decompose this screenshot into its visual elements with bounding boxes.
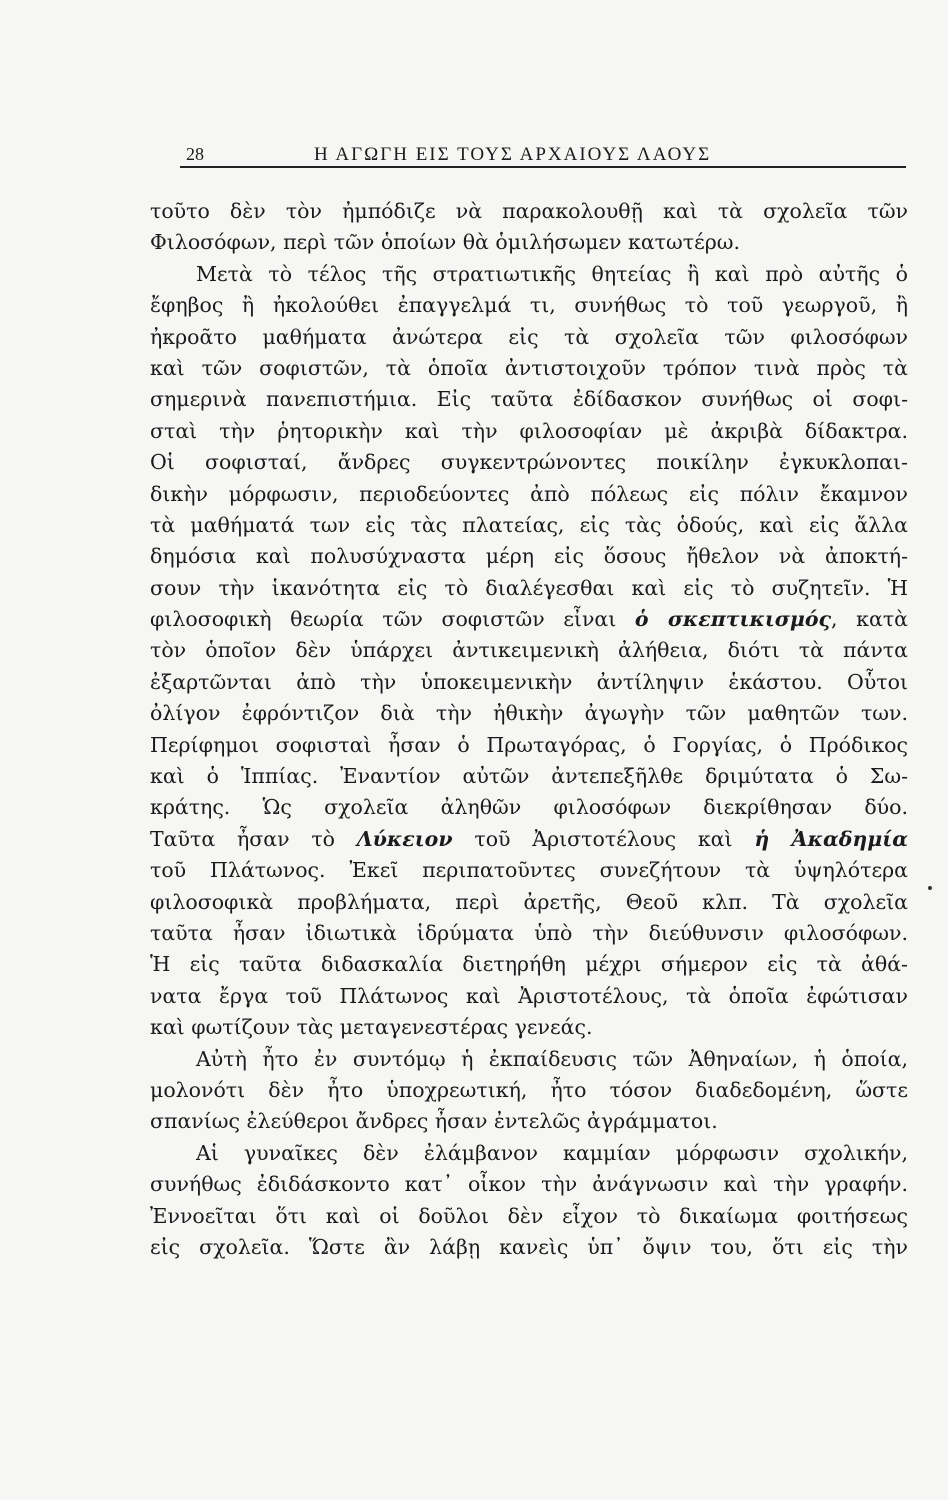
text-line — [150, 1044, 908, 1075]
line-text: Οἱ σοφισταί, ἄνδρες συγκεντρώνοντες ποικίλην ἐγκυκλοπαι- — [150, 450, 908, 475]
text-line — [150, 824, 908, 855]
text-line — [150, 447, 908, 478]
line-text: τοῦ Πλάτωνος. Ἐκεῖ περιπατοῦντες συνεζήτουν τὰ ὑψηλότερα — [150, 858, 908, 883]
text-line — [150, 322, 908, 353]
line-text: νατα ἔργα τοῦ Πλάτωνος καὶ Ἀριστοτέλους, τὰ ὁποῖα ἐφώτισαν — [150, 983, 908, 1008]
text-line — [150, 196, 908, 227]
text-line — [150, 1232, 908, 1263]
line-text: φιλοσοφικὰ προβλήματα, περὶ ἀρετῆς, Θεοῦ κλπ. Τὰ σχολεῖα — [150, 889, 908, 914]
text-line — [150, 1075, 908, 1106]
line-text: ἔφηβος ἢ ἠκολούθει ἐπαγγελμά τι, συνήθως τὸ τοῦ γεωργοῦ, ἢ — [150, 293, 908, 318]
text-line — [150, 541, 908, 572]
line-text: Ταῦτα ἦσαν τὸ — [150, 826, 357, 851]
text-line — [150, 259, 908, 290]
line-text: καὶ φωτίζουν τὰς μεταγενεστέρας γενεάς. — [150, 1015, 593, 1040]
line-text: δικὴν μόρφωσιν, περιοδεύοντες ἀπὸ πόλεως εἰς πόλιν ἔκαμνον — [150, 481, 908, 506]
text-line — [150, 510, 908, 541]
text-line — [150, 1138, 908, 1169]
emphasized-term: Λύκειον — [356, 826, 453, 851]
text-line — [150, 667, 908, 698]
text-line — [150, 698, 908, 729]
line-text: δημόσια καὶ πολυσύχναστα μέρη εἰς ὅσους ἤθελον νὰ ἀποκτή- — [150, 544, 908, 569]
page-number: 28 — [186, 144, 204, 164]
text-line — [150, 635, 908, 666]
line-text: τὸν ὁποῖον δὲν ὑπάρχει ἀντικειμενικὴ ἀλήθεια, διότι τὰ πάντα — [150, 638, 908, 663]
text-line — [150, 479, 908, 510]
print-speck — [928, 886, 932, 890]
running-header — [186, 140, 908, 166]
text-line — [150, 887, 908, 918]
line-text: τοῦτο δὲν τὸν ἠμπόδιζε νὰ παρακολουθῇ καὶ τὰ σχολεῖα τῶν — [150, 199, 908, 223]
text-line — [150, 290, 908, 321]
text-line — [150, 792, 908, 823]
line-text: καὶ ὁ Ἱππίας. Ἐναντίον αὐτῶν ἀντεπεξῆλθε δριμύτατα ὁ Σω- — [150, 764, 908, 789]
emphasized-term: ὁ σκεπτικισμός — [634, 607, 832, 632]
line-text: σταὶ τὴν ῥητορικὴν καὶ τὴν φιλοσοφίαν μὲ ἀκριβὰ δίδακτρα. — [150, 418, 908, 443]
text-line — [150, 573, 908, 604]
text-line — [150, 730, 908, 761]
line-text: σπανίως ἐλεύθεροι ἄνδρες ἦσαν ἐντελῶς ἀγράμματοι. — [150, 1109, 718, 1134]
line-text: Ἡ εἰς ταῦτα διδασκαλία διετηρήθη μέχρι σήμερον εἰς τὰ ἀθά- — [150, 952, 908, 977]
emphasized-term: ἡ Ἀκαδημία — [754, 826, 908, 851]
text-line — [150, 918, 908, 949]
text-line — [150, 855, 908, 886]
line-text: Φιλοσόφων, περὶ τῶν ὁποίων θὰ ὁμιλήσωμεν κατωτέρω. — [150, 230, 740, 255]
line-text: ὀλίγον ἐφρόντιζον διὰ τὴν ἠθικὴν ἀγωγὴν τῶν μαθητῶν των. — [150, 701, 908, 726]
line-text: τὰ μαθήματά των εἰς τὰς πλατείας, εἰς τὰς ὁδούς, καὶ εἰς ἄλλα — [150, 512, 908, 537]
line-text: Αὐτὴ ἦτο ἐν συντόμῳ ἡ ἐκπαίδευσις τῶν Ἀθηναίων, ἡ ὁποία, — [196, 1046, 908, 1071]
line-text: σημερινὰ πανεπιστήμια. Εἰς ταῦτα ἐδίδασκον συνήθως οἱ σοφι- — [150, 387, 908, 412]
header-rule — [180, 166, 906, 168]
text-line — [150, 353, 908, 384]
line-text: ἠκροᾶτο μαθήματα ἀνώτερα εἰς τὰ σχολεῖα τῶν φιλοσόφων — [150, 324, 908, 349]
body-text — [150, 196, 908, 1263]
line-text: Μετὰ τὸ τέλος τῆς στρατιωτικῆς θητείας ἢ καὶ πρὸ αὐτῆς ὁ — [196, 261, 908, 286]
text-line — [150, 761, 908, 792]
text-line — [150, 227, 908, 258]
line-text: σουν τὴν ἱκανότητα εἰς τὸ διαλέγεσθαι καὶ εἰς τὸ συζητεῖν. Ἡ — [150, 575, 908, 600]
text-line — [150, 1012, 908, 1043]
text-line — [150, 1106, 908, 1137]
line-text: Ἐννοεῖται ὅτι καὶ οἱ δοῦλοι δὲν εἶχον τὸ δικαίωμα φοιτήσεως — [150, 1203, 908, 1228]
line-text: μολονότι δὲν ἦτο ὑποχρεωτική, ἦτο τόσον διαδεδομένη, ὥστε — [150, 1077, 908, 1102]
line-text: τοῦ Ἀριστοτέλους καὶ — [452, 826, 755, 851]
line-text: συνήθως ἐδιδάσκοντο κατ᾿ οἶκον τὴν ἀνάγνωσιν καὶ τὴν γραφήν. — [150, 1172, 908, 1197]
line-text: Αἱ γυναῖκες δὲν ἐλάμβανον καμμίαν μόρφωσιν σχολικήν, — [196, 1140, 908, 1165]
text-line — [150, 1169, 908, 1200]
line-text: , κατὰ — [831, 607, 909, 632]
line-text: φιλοσοφικὴ θεωρία τῶν σοφιστῶν εἶναι — [150, 607, 635, 632]
running-title: Η ΑΓΩΓΗ ΕΙΣ ΤΟΥΣ ΑΡΧΑΙΟΥΣ ΛΑΟΥΣ — [314, 144, 712, 165]
text-line — [150, 981, 908, 1012]
text-line — [150, 384, 908, 415]
text-line — [150, 604, 908, 635]
line-text: κράτης. Ὡς σχολεῖα ἀληθῶν φιλοσόφων διεκρίθησαν δύο. — [150, 795, 908, 820]
line-text: καὶ τῶν σοφιστῶν, τὰ ὁποῖα ἀντιστοιχοῦν τρόπον τινὰ πρὸς τὰ — [150, 355, 908, 380]
text-line — [150, 1201, 908, 1232]
line-text: ταῦτα ἦσαν ἰδιωτικὰ ἱδρύματα ὑπὸ τὴν διεύθυνσιν φιλοσόφων. — [150, 920, 908, 945]
line-text: Περίφημοι σοφισταὶ ἦσαν ὁ Πρωταγόρας, ὁ Γοργίας, ὁ Πρόδικος — [150, 732, 908, 757]
text-line — [150, 949, 908, 980]
line-text: ἐξαρτῶνται ἀπὸ τὴν ὑποκειμενικὴν ἀντίληψιν ἑκάστου. Οὗτοι — [150, 669, 908, 694]
text-line — [150, 416, 908, 447]
line-text: εἰς σχολεῖα. Ὥστε ἂν λάβῃ κανεὶς ὑπ᾿ ὄψιν του, ὅτι εἰς τὴν — [150, 1234, 908, 1259]
